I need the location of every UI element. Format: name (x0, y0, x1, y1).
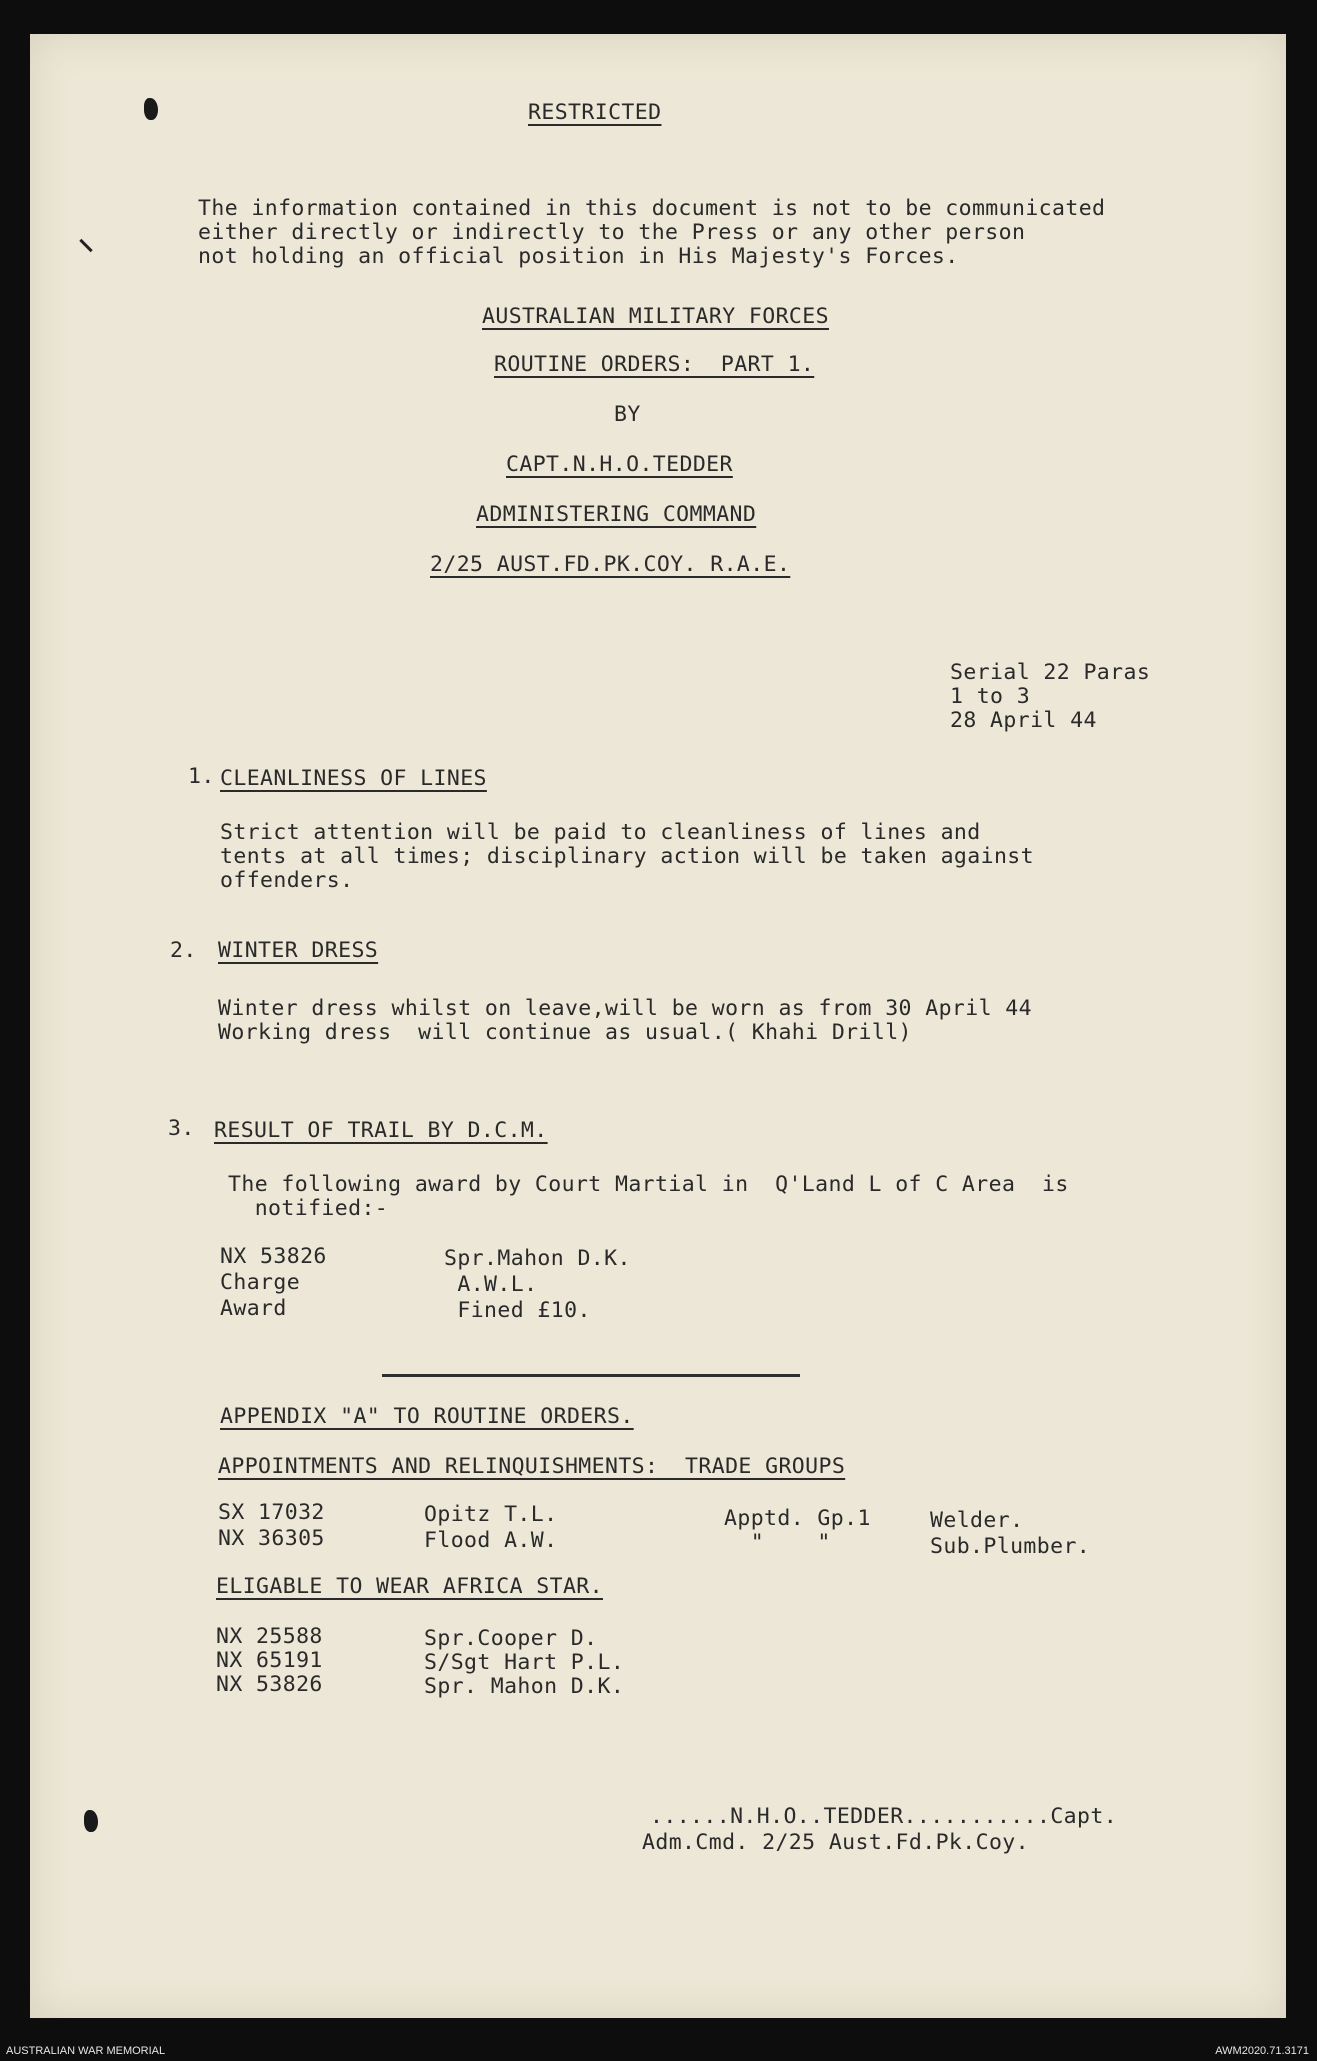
title-line-orders: ROUTINE ORDERS: PART 1. (494, 352, 815, 377)
title-line-unit: 2/25 AUST.FD.PK.COY. R.A.E. (430, 552, 791, 577)
notice-line-3: not holding an official position in His Majesty's Forces. (198, 244, 959, 269)
serial-line-1: Serial 22 Paras (950, 660, 1151, 685)
africa-number: NX 53826 (216, 1672, 323, 1697)
appointment-name: Flood A.W. (424, 1528, 558, 1553)
africa-name: Spr. Mahon D.K. (424, 1674, 625, 1699)
section-3-body-line: The following award by Court Martial in Q'Land L of C Area is (228, 1172, 1069, 1197)
africa-number: NX 65191 (216, 1648, 323, 1673)
serial-line-2: 1 to 3 (950, 684, 1031, 709)
africa-number: NX 25588 (216, 1624, 323, 1649)
title-line-forces: AUSTRALIAN MILITARY FORCES (482, 304, 829, 329)
appointment-number: SX 17032 (218, 1500, 325, 1525)
document-page (30, 34, 1286, 2018)
section-2-heading: WINTER DRESS (218, 938, 379, 963)
section-3-body-line: notified:- (228, 1196, 389, 1221)
signature-unit: Adm.Cmd. 2/25 Aust.Fd.Pk.Coy. (642, 1830, 1029, 1855)
section-1-heading: CLEANLINESS OF LINES (220, 766, 487, 791)
section-1-body-line: offenders. (220, 868, 354, 893)
section-1-body-line: Strict attention will be paid to cleanliness of lines and (220, 820, 981, 845)
record-label: Charge (220, 1270, 301, 1295)
appointment-action: " " (724, 1530, 831, 1555)
record-value: A.W.L. (444, 1272, 538, 1297)
appointment-action: Apptd. Gp.1 (724, 1506, 871, 1531)
record-label: NX 53826 (220, 1244, 327, 1269)
appointment-name: Opitz T.L. (424, 1502, 558, 1527)
archive-credit: AUSTRALIAN WAR MEMORIAL (6, 2045, 166, 2057)
classification-label: RESTRICTED (528, 100, 662, 125)
appointment-trade: Welder. (930, 1508, 1024, 1533)
title-line-officer: CAPT.N.H.O.TEDDER (506, 452, 733, 477)
section-3-number: 3. (168, 1116, 195, 1141)
notice-line-2: either directly or indirectly to the Press or any other person (198, 220, 1026, 245)
tick-mark (79, 239, 92, 252)
appointment-number: NX 36305 (218, 1526, 325, 1551)
divider-rule (382, 1374, 800, 1377)
appointments-heading: APPOINTMENTS AND RELINQUISHMENTS: TRADE GROUPS (218, 1454, 846, 1479)
serial-date: 28 April 44 (950, 708, 1097, 733)
section-1-number: 1. (188, 764, 215, 789)
africa-star-heading: ELIGABLE TO WEAR AFRICA STAR. (216, 1574, 603, 1599)
record-value: Spr.Mahon D.K. (444, 1246, 631, 1271)
punch-hole-mark (84, 1810, 98, 1832)
punch-hole-mark (144, 98, 158, 120)
record-value: Fined £10. (444, 1298, 591, 1323)
notice-line-1: The information contained in this document is not to be communicated (198, 196, 1106, 221)
record-label: Award (220, 1296, 287, 1321)
appendix-title: APPENDIX "A" TO ROUTINE ORDERS. (220, 1404, 634, 1429)
section-3-heading: RESULT OF TRAIL BY D.C.M. (214, 1118, 548, 1143)
section-2-body-line: Working dress will continue as usual.( Khahi Drill) (218, 1020, 912, 1045)
section-2-number: 2. (170, 938, 197, 963)
archive-reference: AWM2020.71.3171 (1215, 2045, 1309, 2057)
title-line-command: ADMINISTERING COMMAND (476, 502, 757, 527)
africa-name: S/Sgt Hart P.L. (424, 1650, 625, 1675)
title-line-by: BY (614, 402, 641, 427)
africa-name: Spr.Cooper D. (424, 1626, 598, 1651)
signature-line: ......N.H.O..TEDDER...........Capt. (650, 1804, 1118, 1829)
section-2-body-line: Winter dress whilst on leave,will be worn as from 30 April 44 (218, 996, 1032, 1021)
section-1-body-line: tents at all times; disciplinary action will be taken against (220, 844, 1034, 869)
appointment-trade: Sub.Plumber. (930, 1534, 1091, 1559)
